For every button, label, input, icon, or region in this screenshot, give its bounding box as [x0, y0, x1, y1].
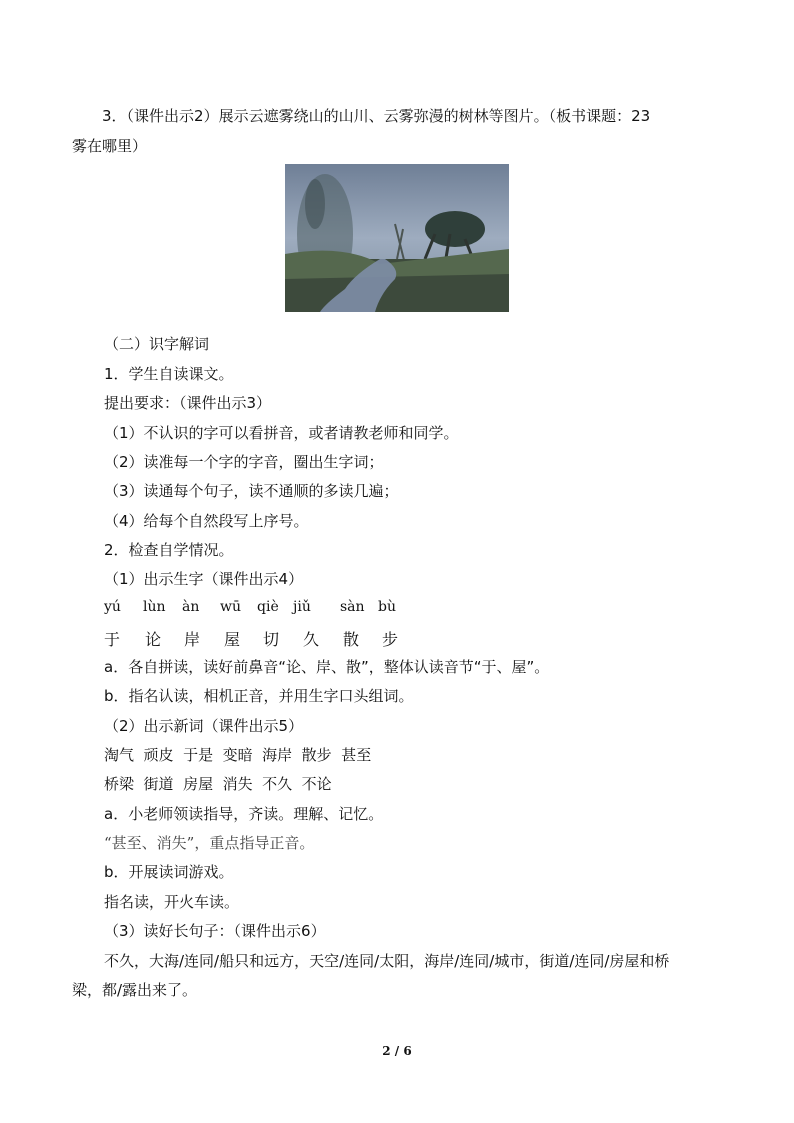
misty-river-photo [285, 164, 509, 312]
step2-sub2: （2）出示新词（课件出示5） [104, 717, 304, 735]
section-title: （二）识字解词 [104, 335, 210, 353]
new-character: 论 [145, 630, 162, 649]
step1-requirement: 提出要求：（课件出示3） [104, 394, 272, 412]
pronunciation-note: “甚至、消失”，重点指导正音。 [104, 834, 315, 852]
intro-line-1: 3．（课件出示2）展示云遮雾绕山的山川、云雾弥漫的树林等图片。（板书课题：23 [102, 107, 651, 125]
pinyin-row [0, 599, 794, 619]
new-character: 屋 [224, 630, 241, 649]
character-row [0, 627, 794, 649]
pinyin-syllable: sàn [340, 599, 365, 615]
pinyin-syllable: bù [378, 599, 396, 615]
word-list-2: 桥梁 街道 房屋 消失 不久 不论 [104, 775, 332, 793]
word-list-1: 淘气 顽皮 于是 变暗 海岸 散步 甚至 [104, 746, 372, 764]
page-number: 2 / 6 [382, 1044, 412, 1058]
new-character: 岸 [184, 630, 201, 649]
step2-b2-detail: 指名读，开火车读。 [104, 893, 240, 911]
step2-title: 2．检查自学情况。 [104, 541, 234, 559]
new-character: 久 [303, 630, 320, 649]
misty-river-image [285, 164, 509, 312]
pinyin-syllable: jiǔ [293, 599, 311, 615]
pinyin-syllable: àn [182, 599, 200, 615]
step2-a1: a．各自拼读，读好前鼻音“论、岸、散”，整体认读音节“于、屋”。 [104, 658, 550, 676]
requirement-item: （3）读通每个句子，读不通顺的多读几遍； [104, 482, 399, 500]
new-character: 散 [343, 630, 360, 649]
pinyin-syllable: yú [104, 599, 121, 615]
requirement-item: （4）给每个自然段写上序号。 [104, 512, 309, 530]
long-sentence-line-1: 不久，大海/连同/船只和远方，天空/连同/太阳，海岸/连同/城市，街道/连同/房屋和桥 [104, 952, 670, 970]
new-character: 于 [104, 630, 121, 649]
requirement-item: （2）读准每一个字的字音，圈出生字词； [104, 453, 384, 471]
step1-title: 1．学生自读课文。 [104, 365, 234, 383]
step2-b1: b．指名认读，相机正音，并用生字口头组词。 [104, 687, 414, 705]
intro-line-2: 雾在哪里） [72, 137, 148, 155]
long-sentence-line-2: 梁，都/露出来了。 [72, 981, 198, 999]
step2-a2: a．小老师领读指导，齐读。理解、记忆。 [104, 805, 384, 823]
step2-b2: b．开展读词游戏。 [104, 863, 234, 881]
requirement-item: （1）不认识的字可以看拼音，或者请教老师和同学。 [104, 424, 459, 442]
pinyin-syllable: qiè [257, 599, 279, 615]
pinyin-syllable: lùn [143, 599, 166, 615]
new-character: 切 [263, 630, 280, 649]
pinyin-syllable: wū [220, 599, 241, 615]
new-character: 步 [382, 630, 399, 649]
step2-sub1: （1）出示生字（课件出示4） [104, 570, 304, 588]
step2-sub3: （3）读好长句子：（课件出示6） [104, 922, 326, 940]
